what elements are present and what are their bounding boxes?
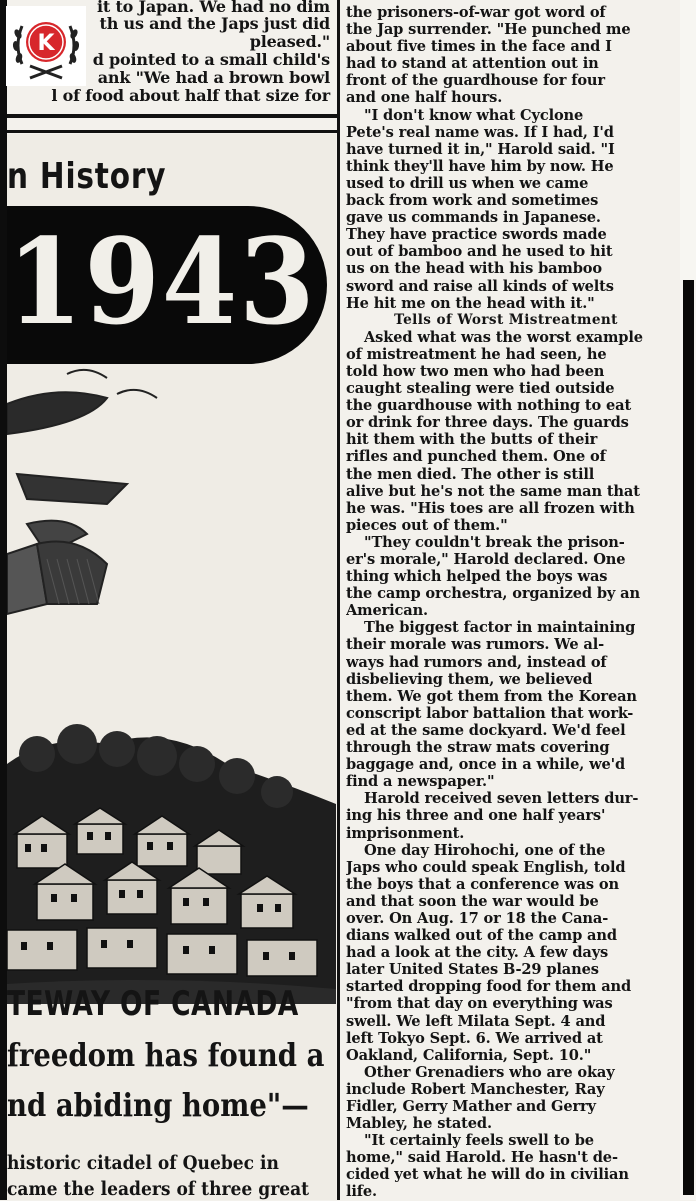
article-line: and one half hours. bbox=[346, 89, 503, 107]
article-line: Asked what was the worst example bbox=[364, 328, 643, 346]
article-line: us on the head with his bamboo bbox=[346, 260, 602, 278]
article-line: baggage and, once in a while, we'd bbox=[346, 756, 626, 774]
fragment-line: th us and the Japs just did bbox=[99, 14, 330, 33]
page-edge-right bbox=[680, 0, 696, 1200]
article-line: the boys that a conference was on bbox=[346, 875, 619, 893]
article-line: dians walked out of the camp and bbox=[346, 927, 617, 945]
article-line: "I don't know what Cyclone bbox=[364, 106, 584, 124]
fragment-line: ank "We had a brown bowl bbox=[97, 68, 330, 87]
article-line: had a look at the city. A few days bbox=[346, 944, 609, 962]
article-line: One day Hirohochi, one of the bbox=[364, 841, 606, 859]
article-column bbox=[346, 4, 666, 1201]
article-line: out of bamboo and he used to hit bbox=[346, 243, 613, 261]
horizontal-rule bbox=[7, 114, 337, 118]
ad-quote-line: nd abiding home"— bbox=[7, 1086, 309, 1124]
publication-logo-icon bbox=[6, 6, 86, 86]
article-line: and that soon the war would be bbox=[346, 892, 599, 910]
fragment-line: pleased." bbox=[249, 32, 330, 51]
article-line: alive but he's not the same man that bbox=[346, 482, 640, 500]
article-line: used to drill us when we came bbox=[346, 174, 589, 192]
article-line: "from that day on everything was bbox=[346, 995, 613, 1013]
article-line: left Tokyo Sept. 6. We arrived at bbox=[346, 1029, 603, 1047]
scan-shadow bbox=[683, 280, 694, 1195]
horizontal-rule bbox=[7, 130, 337, 133]
article-line: ways had rumors and, instead of bbox=[346, 653, 607, 671]
article-line: later United States B-29 planes bbox=[346, 961, 599, 979]
fragment-line: it to Japan. We had no dim bbox=[97, 0, 330, 16]
logo-letter: K bbox=[37, 31, 55, 56]
article-line: think they'll have him by now. He bbox=[346, 157, 614, 175]
article-line: They have practice swords made bbox=[346, 226, 607, 244]
ad-year: 1943 bbox=[7, 212, 317, 351]
article-line: The biggest factor in maintaining bbox=[364, 619, 636, 637]
ad-body-line: historic citadel of Quebec in bbox=[7, 1152, 279, 1174]
article-line: imprisonment. bbox=[346, 824, 465, 842]
column-rule bbox=[337, 0, 340, 1200]
article-line: pieces out of them." bbox=[346, 516, 508, 534]
article-line: "They couldn't break the prison- bbox=[364, 533, 625, 551]
article-line: cided yet what he will do in civilian bbox=[346, 1166, 629, 1184]
article-line: Other Grenadiers who are okay bbox=[364, 1063, 615, 1081]
article-line: Japs who could speak English, told bbox=[346, 858, 626, 876]
article-line: Harold received seven letters dur- bbox=[364, 790, 639, 808]
article-line: the men died. The other is still bbox=[346, 465, 595, 483]
article-line: started dropping food for them and bbox=[346, 978, 632, 996]
article-line: hit them with the butts of their bbox=[346, 431, 598, 449]
ad-body-line: came the leaders of three great bbox=[7, 1178, 310, 1200]
article-line: er's morale," Harold declared. One bbox=[346, 551, 626, 568]
article-line: rifles and punched them. One of bbox=[346, 448, 606, 466]
article-line: the guardhouse with nothing to eat bbox=[346, 397, 632, 415]
history-advertisement bbox=[7, 134, 336, 1200]
article-line: He hit me on the head with it." bbox=[346, 294, 595, 312]
article-line: over. On Aug. 17 or 18 the Cana- bbox=[346, 909, 609, 927]
article-line: told how two men who had been bbox=[346, 362, 605, 380]
article-line: back from work and sometimes bbox=[346, 192, 599, 210]
article-line: he was. "His toes are all frozen with bbox=[346, 499, 635, 517]
article-line: or drink for three days. The guards bbox=[346, 414, 629, 432]
article-line: Mabley, he stated. bbox=[346, 1115, 492, 1133]
article-line: American. bbox=[346, 602, 428, 620]
article-line: "It certainly feels swell to be bbox=[364, 1132, 594, 1150]
article-line: swell. We left Milata Sept. 4 and bbox=[346, 1012, 606, 1030]
page-edge-left bbox=[0, 0, 7, 1200]
article-line: Fidler, Gerry Mather and Gerry bbox=[346, 1098, 596, 1115]
article-line: their morale was rumors. We al- bbox=[346, 636, 605, 654]
article-line: front of the guardhouse for four bbox=[346, 72, 605, 90]
article-line: have turned it in," Harold said. "I bbox=[346, 140, 615, 158]
article-line: disbelieving them, we believed bbox=[346, 670, 593, 688]
article-line: through the straw mats covering bbox=[346, 739, 610, 757]
article-line: gave us commands in Japanese. bbox=[346, 209, 601, 227]
article-line: the camp orchestra, organized by an bbox=[346, 585, 640, 603]
article-line: life. bbox=[346, 1183, 377, 1201]
article-subheading: Tells of Worst Mistreatment bbox=[394, 311, 618, 328]
ad-gateway-title: TEWAY OF CANADA bbox=[7, 984, 299, 1024]
fragment-line: d pointed to a small child's bbox=[92, 50, 330, 69]
article-line: Pete's real name was. If I had, I'd bbox=[346, 123, 614, 141]
article-line: of mistreatment he had seen, he bbox=[346, 345, 607, 363]
article-line: the prisoners-of-war got word of bbox=[346, 4, 606, 21]
article-line: sword and raise all kinds of welts bbox=[346, 277, 614, 295]
article-line: had to stand at attention out in bbox=[346, 55, 599, 73]
article-line: caught stealing were tied outside bbox=[346, 380, 615, 398]
ad-heading: n History bbox=[7, 156, 167, 197]
article-line: about five times in the face and I bbox=[346, 38, 612, 56]
article-line: find a newspaper." bbox=[346, 773, 495, 791]
fragment-line: l of food about half that size for bbox=[51, 86, 330, 105]
article-line: include Robert Manchester, Ray bbox=[346, 1080, 605, 1098]
article-line: home," said Harold. He hasn't de- bbox=[346, 1149, 618, 1167]
quebec-city-illustration bbox=[7, 364, 336, 1004]
ad-quote-line: freedom has found a bbox=[7, 1036, 325, 1074]
article-line: them. We got them from the Korean bbox=[346, 687, 637, 705]
article-line: Oakland, California, Sept. 10." bbox=[346, 1046, 592, 1064]
article-line: thing which helped the boys was bbox=[346, 568, 608, 586]
article-line: conscript labor battalion that work- bbox=[346, 704, 634, 722]
article-line: the Jap surrender. "He punched me bbox=[346, 21, 631, 39]
article-line: ed at the same dockyard. We'd feel bbox=[346, 721, 626, 739]
article-line: ing his three and one half years' bbox=[346, 807, 606, 825]
